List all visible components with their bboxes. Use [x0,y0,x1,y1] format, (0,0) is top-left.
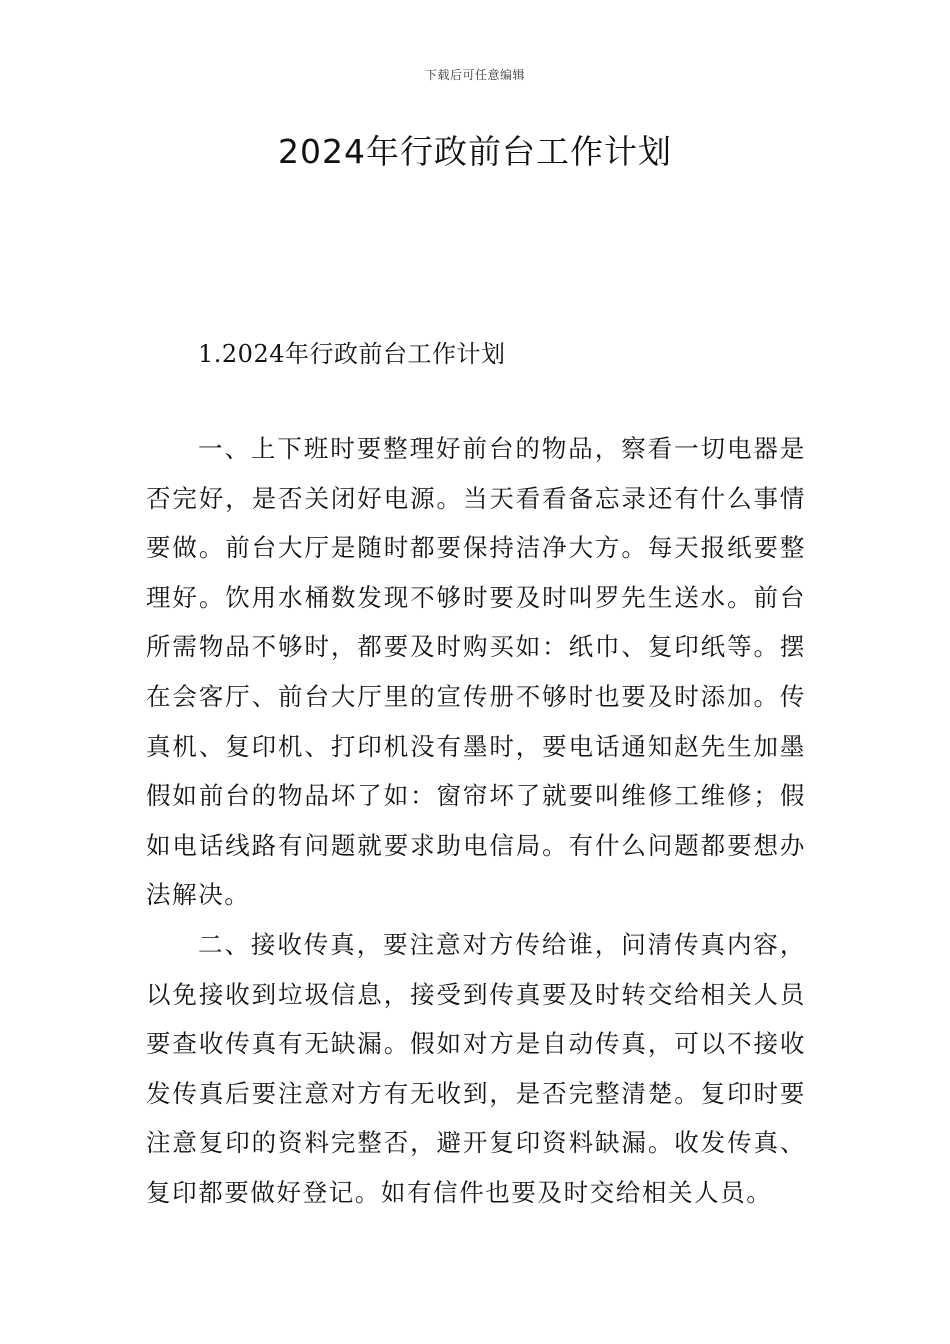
section-heading: 1.2024年行政前台工作计划 [198,340,506,368]
paragraph-2: 二、接收传真，要注意对方传给谁，问清传真内容，以免接收到垃圾信息，接受到传真要及时转交给相关人员要查收传真有无缺漏。假如对方是自动传真，可以不接收发传真后要注意对方有无收到，是否完整清楚。复印时要注意复印的资料完整否，避开复印资料缺漏。收发传真、复印都要做好登记。如有信件也要及时交给相关人员。 [146,930,806,1207]
paragraph-1: 一、上下班时要整理好前台的物品，察看一切电器是否完好，是否关闭好电源。当天看看备忘录还有什么事情要做。前台大厅是随时都要保持洁净大方。每天报纸要整理好。饮用水桶数发现不够时要及时叫罗先生送水。前台所需物品不够时，都要及时购买如：纸巾、复印纸等。摆在会客厅、前台大厅里的宣传册不够时也要及时添加。传真机、复印机、打印机没有墨时，要电话通知赵先生加墨假如前台的物品坏了如：窗帘坏了就要叫维修工维修；假如电话线路有问题就要求助电信局。有什么问题都要想办法解决。 [146,434,806,910]
document-title: 2024年行政前台工作计划 [278,132,672,171]
header-note: 下载后可任意编辑 [424,68,525,82]
